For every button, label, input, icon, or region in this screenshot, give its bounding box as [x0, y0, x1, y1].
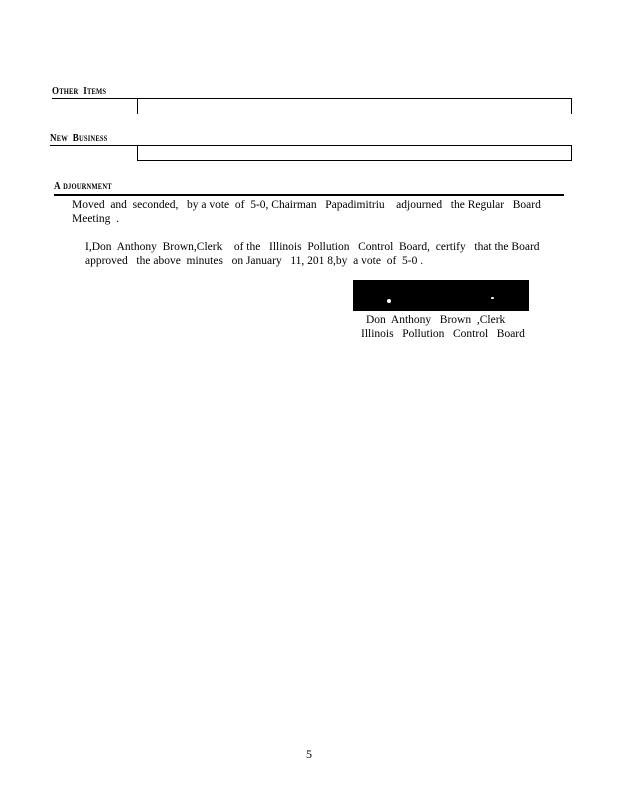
heading-adjournment: A DJOURNMENT — [54, 180, 112, 192]
signature-organization: Illinois Pollution Control Board — [361, 328, 525, 340]
divider — [54, 194, 564, 196]
divider — [571, 98, 572, 114]
heading-other-items: OTHER ITEMS — [52, 85, 107, 97]
redacted-signature — [353, 280, 529, 311]
divider — [52, 98, 572, 99]
signature-name: Don Anthony Brown ,Clerk — [366, 314, 506, 326]
divider — [50, 145, 138, 146]
divider — [137, 145, 572, 146]
divider — [137, 98, 138, 114]
divider — [571, 145, 572, 161]
heading-new-business: NEW BUSINESS — [50, 132, 108, 144]
certification-line-2: approved the above minutes on January 11, 201 8,by a vote of 5-0 . — [85, 255, 424, 267]
page-number: 5 — [306, 747, 312, 761]
divider — [137, 160, 572, 161]
certification-line-1: I,Don Anthony Brown,Clerk of the Illinois Pollution Control Board, certify that the Board — [85, 241, 540, 253]
divider — [137, 145, 138, 161]
adjournment-line-1: Moved and seconded, by a vote of 5-0, Chairman Papadimitriu adjourned the Regular Board — [72, 199, 541, 211]
adjournment-line-2: Meeting . — [72, 213, 119, 225]
